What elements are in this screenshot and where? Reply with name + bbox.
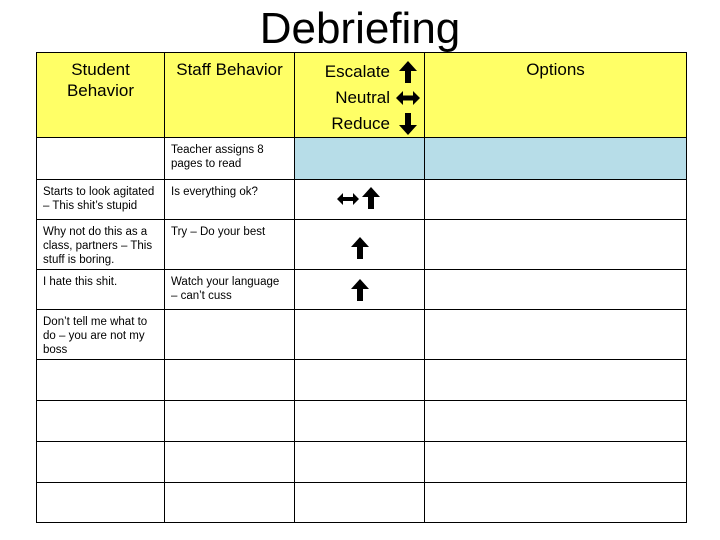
arrow-up-icon [349, 236, 371, 260]
options-cell [425, 360, 687, 401]
symbol-cell [295, 401, 425, 442]
options-cell [425, 138, 687, 180]
arrow-down-icon [396, 112, 420, 136]
debriefing-table [36, 52, 687, 523]
symbol-cell [295, 442, 425, 483]
table-row [37, 442, 687, 483]
neutral-escalate-icon [337, 186, 383, 210]
table-row [37, 270, 687, 310]
table-row [37, 310, 687, 360]
header-student-behavior [37, 53, 165, 138]
reduce-label: Reduce [331, 114, 390, 133]
symbol-cell [295, 483, 425, 523]
table-row [37, 220, 687, 270]
student-cell: I hate this shit. [37, 270, 165, 310]
header-escalation-scale [295, 53, 425, 138]
staff-cell [165, 401, 295, 442]
student-cell [37, 360, 165, 401]
table-row [37, 180, 687, 220]
symbol-cell [295, 138, 425, 180]
header-row [37, 53, 687, 138]
staff-cell [165, 310, 295, 360]
student-cell [37, 138, 165, 180]
options-cell [425, 310, 687, 360]
staff-cell: Is everything ok? [165, 180, 295, 220]
student-cell: Don’t tell me what to do – you are not my boss [37, 310, 165, 360]
escalate-label: Escalate [324, 62, 390, 81]
staff-cell [165, 360, 295, 401]
student-cell: Why not do this as a class, partners – This stuff is boring. [37, 220, 165, 270]
staff-cell: Teacher assigns 8 pages to read [165, 138, 295, 180]
table-row [37, 360, 687, 401]
table-row [37, 401, 687, 442]
neutral-label: Neutral [335, 88, 390, 107]
staff-cell [165, 483, 295, 523]
symbol-cell [295, 310, 425, 360]
options-cell [425, 483, 687, 523]
staff-cell [165, 442, 295, 483]
symbol-cell [295, 360, 425, 401]
staff-cell: Try – Do your best [165, 220, 295, 270]
options-cell [425, 220, 687, 270]
symbol-cell [295, 180, 425, 220]
header-staff-behavior [165, 53, 295, 138]
student-cell [37, 483, 165, 523]
student-cell: Starts to look agitated – This shit’s stupid [37, 180, 165, 220]
options-cell [425, 401, 687, 442]
double-arrow-icon [396, 86, 420, 110]
header-staff-label: Staff Behavior [176, 60, 283, 79]
page-title: Debriefing [259, 4, 461, 53]
table-row [37, 138, 687, 180]
student-cell [37, 401, 165, 442]
options-cell [425, 180, 687, 220]
staff-cell: Watch your language – can’t cuss [165, 270, 295, 310]
student-cell [37, 442, 165, 483]
arrow-up-icon [349, 278, 371, 302]
symbol-cell [295, 270, 425, 310]
arrow-up-icon [396, 60, 420, 84]
header-options-label: Options [526, 60, 585, 79]
table-row [37, 483, 687, 523]
header-student-label: Student Behavior [66, 60, 135, 100]
options-cell [425, 270, 687, 310]
header-options [425, 53, 687, 138]
options-cell [425, 442, 687, 483]
symbol-cell [295, 220, 425, 270]
